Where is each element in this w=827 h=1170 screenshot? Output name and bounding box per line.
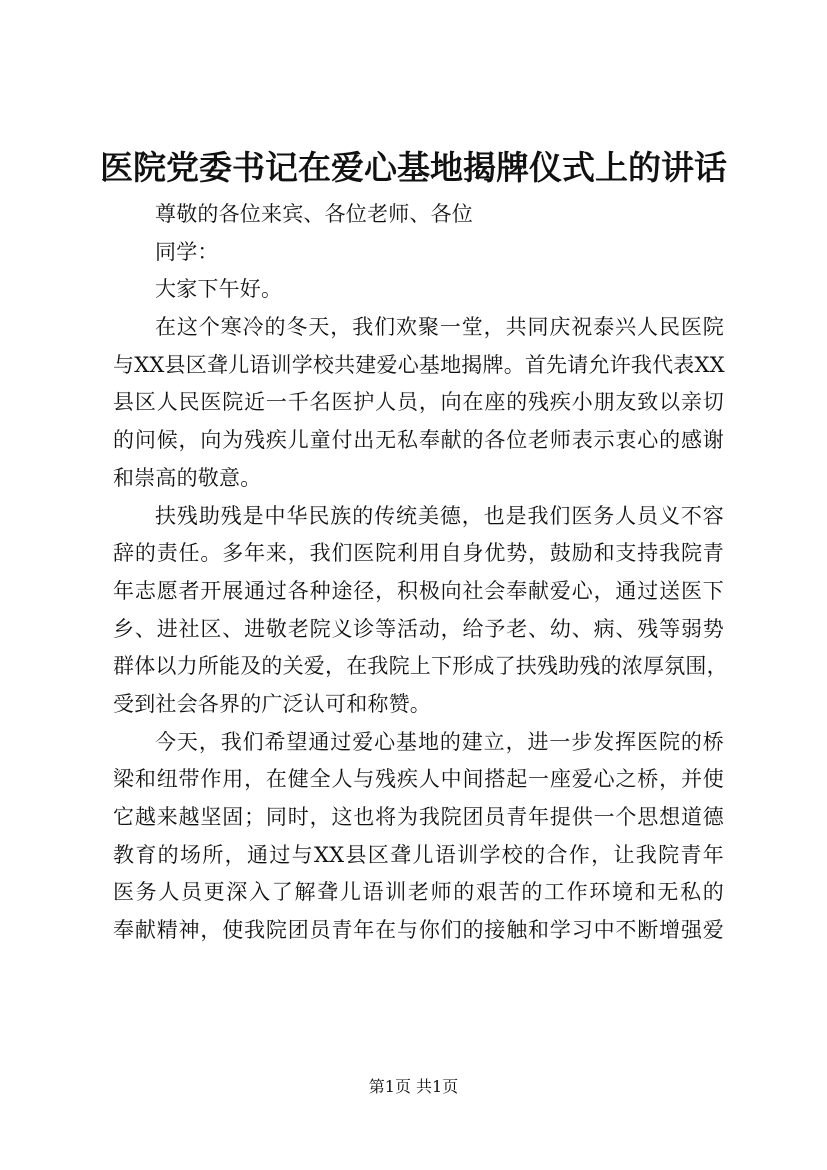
body-text-line: 同学： xyxy=(155,239,219,264)
body-text-line: 医务人员更深入了解聋儿语训老师的艰苦的工作环境和无私的 xyxy=(113,880,724,905)
body-text-line: 奉献精神，使我院团员青年在与你们的接触和学习中不断增强爱 xyxy=(113,918,724,943)
body-text-line: 尊敬的各位来宾、各位老师、各位 xyxy=(155,202,473,226)
body-text-line: 在这个寒冷的冬天，我们欢聚一堂，共同庆祝泰兴人民医院 xyxy=(155,315,724,340)
body-text-line: 受到社会各界的广泛认可和称赞。 xyxy=(113,691,431,716)
body-text-line: 年志愿者开展通过各种途径，积极向社会奉献爱心，通过送医下 xyxy=(113,578,724,603)
body-text-line: 和崇高的敬意。 xyxy=(113,465,262,490)
body-text-line: 群体以力所能及的关爱，在我院上下形成了扶残助残的浓厚氛围， xyxy=(113,654,728,679)
body-text-line: 它越来越坚固；同时，这也将为我院团员青年提供一个思想道德 xyxy=(113,805,724,829)
body-text-line: 大家下午好。 xyxy=(155,277,283,302)
body-text-line: 教育的场所，通过与XX县区聋儿语训学校的合作，让我院青年 xyxy=(113,842,724,867)
body-text-line: 今天，我们希望通过爱心基地的建立，进一步发挥医院的桥 xyxy=(155,729,724,754)
body-text-line: 县区人民医院近一千名医护人员，向在座的残疾小朋友致以亲切 xyxy=(113,390,724,415)
body-text-line: 乡、进社区、进敬老院义诊等活动，给予老、幼、病、残等弱势 xyxy=(113,616,724,641)
document-body xyxy=(113,196,728,950)
body-text-line: 扶残助残是中华民族的传统美德，也是我们医务人员义不容 xyxy=(155,503,724,528)
body-text-line: 的问候，向为残疾儿童付出无私奉献的各位老师表示衷心的感谢 xyxy=(113,428,724,453)
document-title: 医院党委书记在爱心基地揭牌仪式上的讲话 xyxy=(100,148,727,187)
body-text-line: 梁和纽带作用，在健全人与残疾人中间搭起一座爱心之桥，并使 xyxy=(113,767,724,792)
body-text-line: 与XX县区聋儿语训学校共建爱心基地揭牌。首先请允许我代表XX xyxy=(113,352,725,377)
page-footer: 第1页 共1页 xyxy=(368,1077,459,1096)
body-text-line: 辞的责任。多年来，我们医院利用自身优势，鼓励和支持我院青 xyxy=(113,541,724,566)
